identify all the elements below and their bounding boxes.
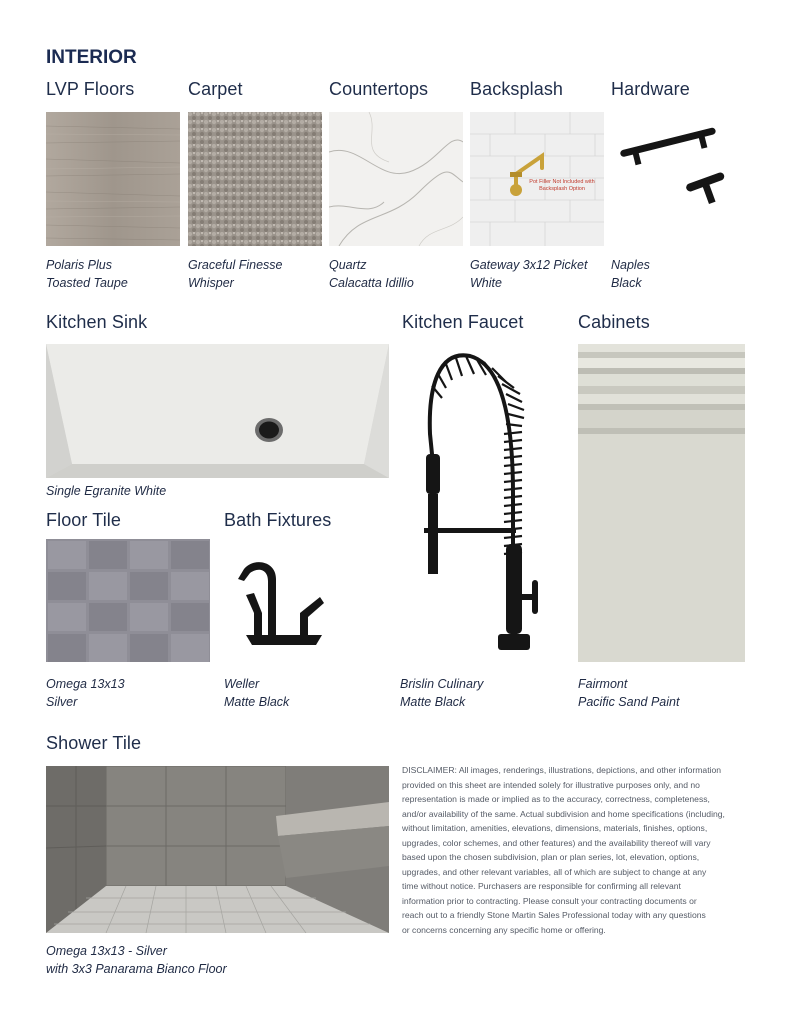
page-title: INTERIOR (46, 47, 137, 68)
bath-fixtures-color: Matte Black (224, 695, 290, 709)
kitchen-faucet-color: Matte Black (400, 695, 466, 709)
bath-fixtures-swatch (224, 539, 344, 662)
disclaimer-line: DISCLAIMER: All images, renderings, illustrations, depictions, and other information (402, 765, 722, 775)
kitchen-sink-caption: Single Egranite White (46, 484, 167, 498)
hardware-heading: Hardware (611, 79, 690, 99)
kitchen-faucet-heading: Kitchen Faucet (402, 312, 524, 332)
cabinets-heading: Cabinets (578, 312, 650, 332)
shower-tile-caption (46, 942, 227, 978)
carpet-swatch (188, 112, 322, 246)
kitchen-sink-heading: Kitchen Sink (46, 312, 148, 332)
kitchen-faucet-caption (400, 675, 483, 711)
shower-tile-floor: with 3x3 Panarama Bianco Floor (46, 962, 227, 976)
shower-tile-swatch (46, 766, 389, 933)
bath-fixtures-heading: Bath Fixtures (224, 510, 332, 530)
hardware-name: Naples (611, 258, 650, 272)
disclaimer-line: time without notice. Purchasers are responsible for confirming all relevant (402, 881, 681, 891)
disclaimer-line: and/or availability of the same. Actual subdivision and home specifications (including, (402, 808, 725, 819)
disclaimer-line: without limitation, amenities, elevations, dimensions, materials, finishes, options, (402, 823, 708, 833)
carpet-heading: Carpet (188, 79, 243, 99)
countertops-heading: Countertops (329, 79, 429, 99)
disclaimer-line: upgrades, and other relevant variables, all of which are subject to change at any (402, 866, 707, 877)
bath-fixtures-name: Weller (224, 677, 260, 691)
disclaimer-line: reach out to a friendly Stone Martin Sales Professional today with any questions (402, 910, 706, 920)
shower-tile-name: Omega 13x13 - Silver (46, 944, 167, 958)
kitchen-sink-swatch (46, 344, 389, 478)
disclaimer-line: information prior to contracting. Please consult your contracting documents or (402, 895, 697, 906)
disclaimer (402, 763, 752, 937)
kitchen-faucet-swatch (400, 344, 565, 662)
cabinets-style: Fairmont (578, 677, 628, 691)
backsplash-image-note: Pot Filler Not Included with Backsplash Option (529, 179, 595, 192)
bath-fixtures-caption (224, 675, 289, 711)
backsplash-color: White (470, 276, 502, 290)
hardware-caption (611, 256, 650, 292)
disclaimer-line: upgrades, color schemes, and other features) and the availability thereof will vary (402, 837, 711, 848)
backsplash-heading: Backsplash (470, 79, 564, 99)
lvp-floors-caption (46, 256, 128, 292)
countertops-color: Calacatta Idillio (329, 276, 414, 290)
cabinets-color: Pacific Sand Paint (578, 695, 680, 709)
lvp-floors-name: Polaris Plus (46, 258, 112, 272)
lvp-floors-heading: LVP Floors (46, 79, 135, 99)
floor-tile-caption (46, 675, 125, 711)
backsplash-name: Gateway 3x12 Picket (470, 258, 588, 272)
backsplash-caption (470, 256, 587, 292)
disclaimer-line: representation is made or implied as to the accuracy, correctness, completeness, (402, 794, 710, 804)
carpet-color: Whisper (188, 276, 234, 290)
cabinets-caption (578, 675, 679, 711)
disclaimer-line: provided on this sheet are intended solely for illustrative purposes only, and no (402, 779, 700, 790)
disclaimer-line: based upon the chosen subdivision, plan or plan series, lot, elevation, options, (402, 852, 700, 862)
carpet-caption (188, 256, 282, 292)
shower-tile-heading: Shower Tile (46, 733, 142, 753)
kitchen-faucet-name: Brislin Culinary (400, 677, 484, 691)
hardware-color: Black (611, 276, 642, 290)
backsplash-swatch (470, 112, 604, 246)
lvp-floors-swatch (46, 112, 180, 246)
cabinets-swatch (578, 344, 745, 662)
floor-tile-name: Omega 13x13 (46, 677, 125, 691)
lvp-floors-color: Toasted Taupe (46, 276, 128, 290)
hardware-swatch (611, 112, 745, 246)
countertops-material: Quartz (329, 258, 367, 272)
disclaimer-line: or concerns concerning any specific home or offering. (402, 924, 606, 935)
countertops-caption (329, 256, 414, 292)
floor-tile-color: Silver (46, 695, 78, 709)
floor-tile-heading: Floor Tile (46, 510, 122, 530)
countertops-swatch (329, 112, 463, 246)
carpet-name: Graceful Finesse (188, 258, 283, 272)
floor-tile-swatch (46, 539, 210, 662)
